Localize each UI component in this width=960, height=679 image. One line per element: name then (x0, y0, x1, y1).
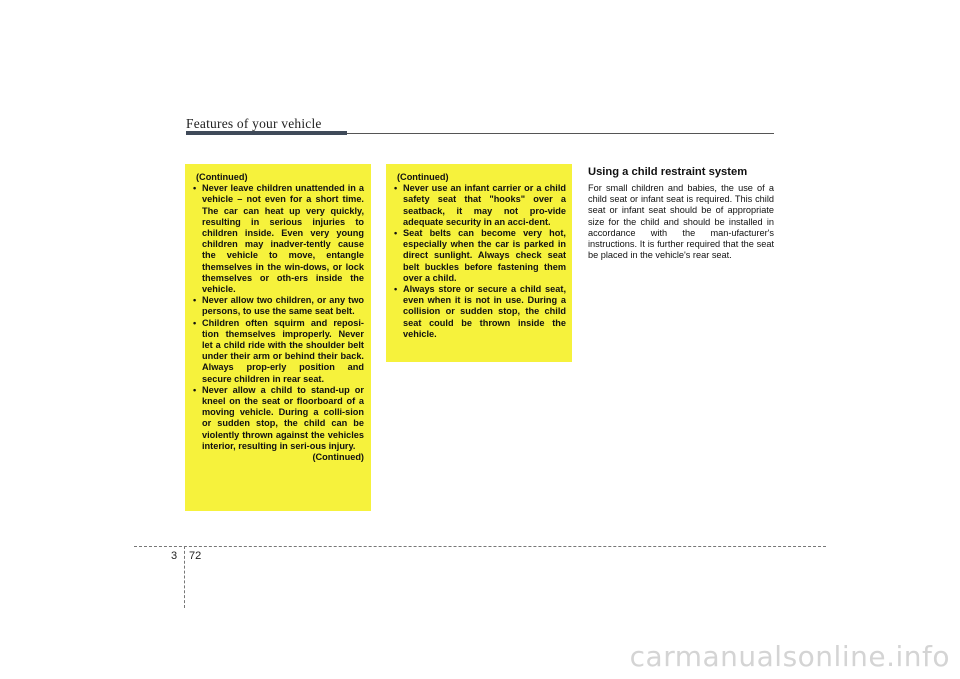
continued-label-top: (Continued) (397, 172, 449, 182)
warning-list-left (192, 183, 364, 452)
continued-label-bottom: (Continued) (312, 452, 364, 463)
watermark: carmanualsonline.info (629, 640, 950, 673)
warning-item: • Always store or secure a child seat, even when it is not in use. During a collision or sudden stop, the child seat could be thrown inside the vehicle. (393, 284, 566, 340)
page-number: 72 (189, 550, 202, 562)
warning-box-right (386, 164, 572, 362)
header-accent-bar (186, 131, 347, 135)
chapter-number: 3 (171, 550, 178, 562)
warning-list-right (393, 183, 566, 340)
warning-box-left (185, 164, 371, 511)
footer-divider (184, 546, 185, 608)
warning-item: • Children often squirm and reposi-tion themselves improperly. Never let a child ride with the shoulder belt under their arm or behind their back. Always prop-erly position and secure children in rear seat. (192, 318, 364, 385)
section-heading: Using a child restraint system (588, 166, 748, 178)
continued-label-top: (Continued) (196, 172, 248, 182)
warning-item: • Never leave children unattended in a vehicle – not even for a short time. The car can heat up very quickly, resulting in serious injuries to children inside. Even very young children may inadver-tently cause the vehicle to move, entangle themselves in the win-dows, or lock themselves or oth-ers inside the vehicle. (192, 183, 364, 295)
warning-item: • Seat belts can become very hot, especially when the car is parked in direct sunlight. Always check seat belt buckles before fastening them over a child. (393, 228, 566, 284)
warning-item: • Never allow two children, or any two persons, to use the same seat belt. (192, 295, 364, 317)
footer-rule (134, 546, 826, 547)
warning-item: • Never allow a child to stand-up or kneel on the seat or floorboard of a moving vehicle. During a colli-sion or sudden stop, the child can be violently thrown against the vehicles interior, resulting in seri-ous injury. (192, 385, 364, 452)
header-title: Features of your vehicle (186, 116, 322, 131)
section-body: For small children and babies, the use of a child seat or infant seat is required. This child seat or infant seat should be of appropriate size for the child and should be installed in accordance with the man-ufacturer's instructions. It is further required that the seat be placed in the vehicle's rear seat. (588, 183, 774, 261)
warning-item: • Never use an infant carrier or a child safety seat that "hooks" over a seatback, it may not pro-vide adequate security in an acci-dent. (393, 183, 566, 228)
